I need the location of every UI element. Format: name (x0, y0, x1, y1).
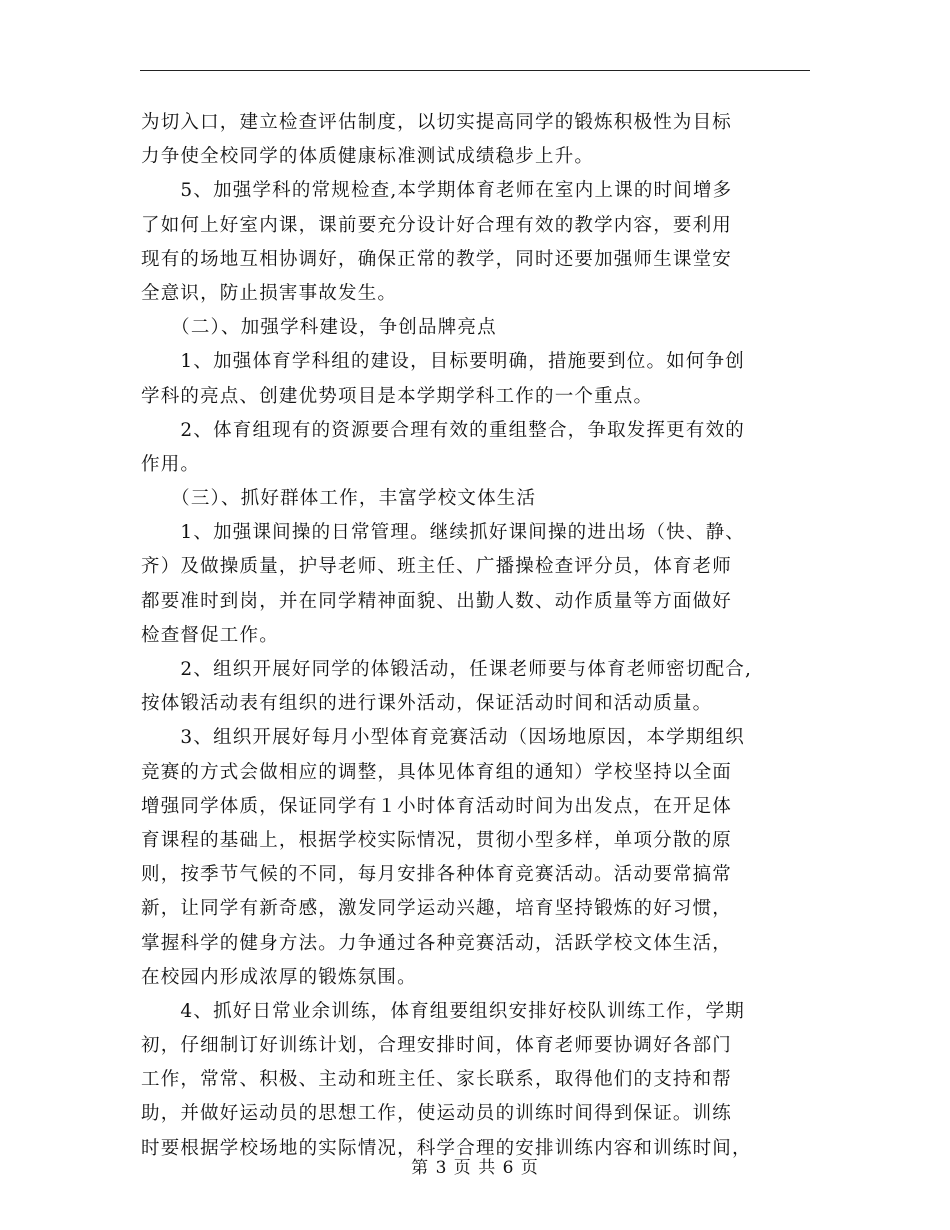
text-line: 现有的场地互相协调好，确保正常的教学，同时还要加强师生课堂安 (141, 248, 733, 270)
text-line: 5、加强学科的常规检查,本学期体育老师在室内上课的时间增多 (141, 180, 733, 202)
document-body (141, 106, 813, 1166)
text-line: 了如何上好室内课，课前要充分设计好合理有效的教学内容，要利用 (141, 214, 733, 236)
text-line: 助，并做好运动员的思想工作，使运动员的训练时间得到保证。训练 (141, 1103, 733, 1125)
text-line: 力争使全校同学的体质健康标准测试成绩稳步上升。 (141, 146, 595, 168)
text-line: 竞赛的方式会做相应的调整，具体见体育组的通知）学校坚持以全面 (141, 761, 733, 783)
text-line: 齐）及做操质量，护导老师、班主任、广播操检查评分员，体育老师 (141, 556, 733, 578)
text-line: 按体锻活动表有组织的进行课外活动，保证活动时间和活动质量。 (141, 693, 713, 715)
text-line: 检查督促工作。 (141, 624, 279, 646)
text-line: 在校园内形成浓厚的锻炼氛围。 (141, 966, 417, 988)
text-line: 育课程的基础上，根据学校实际情况，贯彻小型多样，单项分散的原 (141, 829, 733, 851)
text-line: 新，让同学有新奇感，激发同学运动兴趣，培育坚持锻炼的好习惯， (141, 898, 733, 920)
text-line: 3、组织开展好每月小型体育竞赛活动（因场地原因，本学期组织 (141, 727, 745, 749)
section-heading: （三）、抓好群体工作，丰富学校文体生活 (141, 488, 537, 510)
text-line: 都要准时到岗，并在同学精神面貌、出勤人数、动作质量等方面做好 (141, 590, 733, 612)
text-line: 掌握科学的健身方法。力争通过各种竞赛活动，活跃学校文体生活， (141, 932, 733, 954)
text-line: 为切入口，建立检查评估制度，以切实提高同学的锻炼积极性为目标 (141, 112, 733, 133)
text-line: 4、抓好日常业余训练，体育组要组织安排好校队训练工作，学期 (141, 1000, 745, 1022)
section-heading: （二）、加强学科建设，争创品牌亮点 (141, 317, 497, 339)
page-number: 第 3 页 共 6 页 (411, 1158, 539, 1178)
text-line: 1、加强体育学科组的建设，目标要明确，措施要到位。如何争创 (141, 351, 745, 373)
text-line: 1、加强课间操的日常管理。继续抓好课间操的进出场（快、静、 (141, 522, 745, 544)
text-line: 时要根据学校场地的实际情况，科学合理的安排训练内容和训练时间， (141, 1137, 752, 1159)
text-line: 则，按季节气候的不同，每月安排各种体育竞赛活动。活动要常搞常 (141, 864, 733, 886)
text-line: 全意识，防止损害事故发生。 (141, 282, 398, 304)
text-line: 作用。 (141, 453, 201, 475)
text-line: 学科的亮点、创建优势项目是本学期学科工作的一个重点。 (141, 385, 654, 407)
text-line: 初，仔细制订好训练计划，合理安排时间，体育老师要协调好各部门 (141, 1035, 733, 1057)
text-line: 2、组织开展好同学的体锻活动，任课老师要与体育老师密切配合, (141, 659, 753, 680)
text-line: 增强同学体质，保证同学有１小时体育活动时间为出发点，在开足体 (141, 795, 733, 817)
text-line: 工作，常常、积极、主动和班主任、家长联系，取得他们的支持和帮 (141, 1069, 733, 1091)
header-rule (140, 70, 810, 71)
text-line: 2、体育组现有的资源要合理有效的重组整合，争取发挥更有效的 (141, 419, 745, 441)
